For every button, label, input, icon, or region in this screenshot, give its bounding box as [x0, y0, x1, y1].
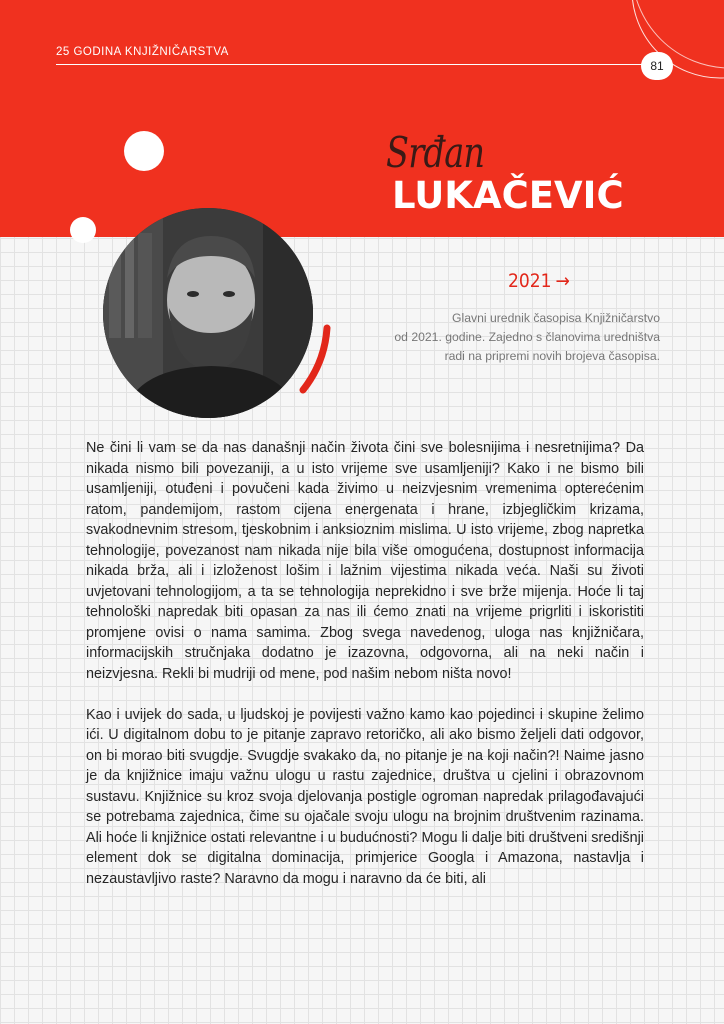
arrow-right-icon: →: [555, 270, 570, 292]
year-label: [508, 270, 570, 292]
role-description: [360, 309, 660, 366]
article-paragraph: Ne čini li vam se da nas današnji način života čini sve bolesnijima i nesretnijima? Da nikada nismo bili povezaniji, a u isto vrijeme sve usamljeniji? Kako i ne bismo bili usamljeniji, otuđeni i povučeni kada živimo u neizvjesnim vremenima opterećenim ratom, pandemijom, rastom cijena energenata i hrane, izbjegličkim krizama, svakodnevnim stresom, tjeskobnim i anksioznim mislima. U isto vrijeme, zbog napretka tehnologije, povezanost nam nikada nije bila više omogućena, dostupnost informacija nikada brža, ali i izloženost lošim i lažnim vijestima nikada veća. Naši su životi uvjetovani tehnologijom, a ta se tehnologija neprekidno i sve brže mijenja. Hoće li taj tehnološki napredak biti opasan za nas ili ćemo znati na vrijeme prigrliti i iskoristiti promjene ovisi o nama samima. Zbog svega navedenog, uloga nas knjižničara, informacijskih stručnjaka dodatno je izazovna, odgovorna, ali na neki način i neizvjesna. Rekli bi mudriji od mene, pod našim nebom ništa novo!: [86, 440, 644, 682]
first-name-script: Srđan: [386, 128, 485, 177]
decorative-dot: [124, 131, 164, 171]
page-number: 81: [641, 52, 673, 80]
role-line: radi na pripremi novih brojeva časopisa.: [444, 349, 660, 363]
article-paragraph: Kao i uvijek do sada, u ljudskoj je povijesti važno kamo kao pojedinci i skupine želimo ići. U digitalnom dobu to je pitanje zapravo retoričko, ali ako bismo željeli dati odgovor, on bi morao biti svugdje. Svugdje svakako da, no pitanje je na koji način?! Naime jasno je da knjižnice imaju važnu ulogu u rastu zajednice, društva u cjelini i obrazovnom sustavu. Knjižnice su kroz svoja djelovanja postigle ogroman napredak prilagođavajući se potrebama zajednica, čime su ojačale svoju ulogu na brojnim društvenim razinama. Ali hoće li knjižnice ostati relevantne i u budućnosti? Mogu li dalje biti društveni središnji element dok se digitalna dominacija, primjerice Googla i Amazona, nastavlja i nezaustavljivo raste? Naravno da mogu i naravno da će biti, ali: [86, 706, 644, 887]
role-line: Glavni urednik časopisa Knjižničarstvo: [452, 311, 660, 325]
article-body: [86, 438, 644, 889]
role-line: od 2021. godine. Zajedno s članovima uredništva: [394, 330, 660, 344]
series-title: 25 GODINA KNJIŽNIČARSTVA: [56, 46, 229, 58]
portrait-photo: [103, 208, 313, 418]
header-divider: [56, 64, 646, 65]
year-text: 2021: [508, 270, 552, 292]
decorative-dot-small: [70, 217, 96, 243]
last-name: LUKAČEVIĆ: [392, 174, 624, 217]
